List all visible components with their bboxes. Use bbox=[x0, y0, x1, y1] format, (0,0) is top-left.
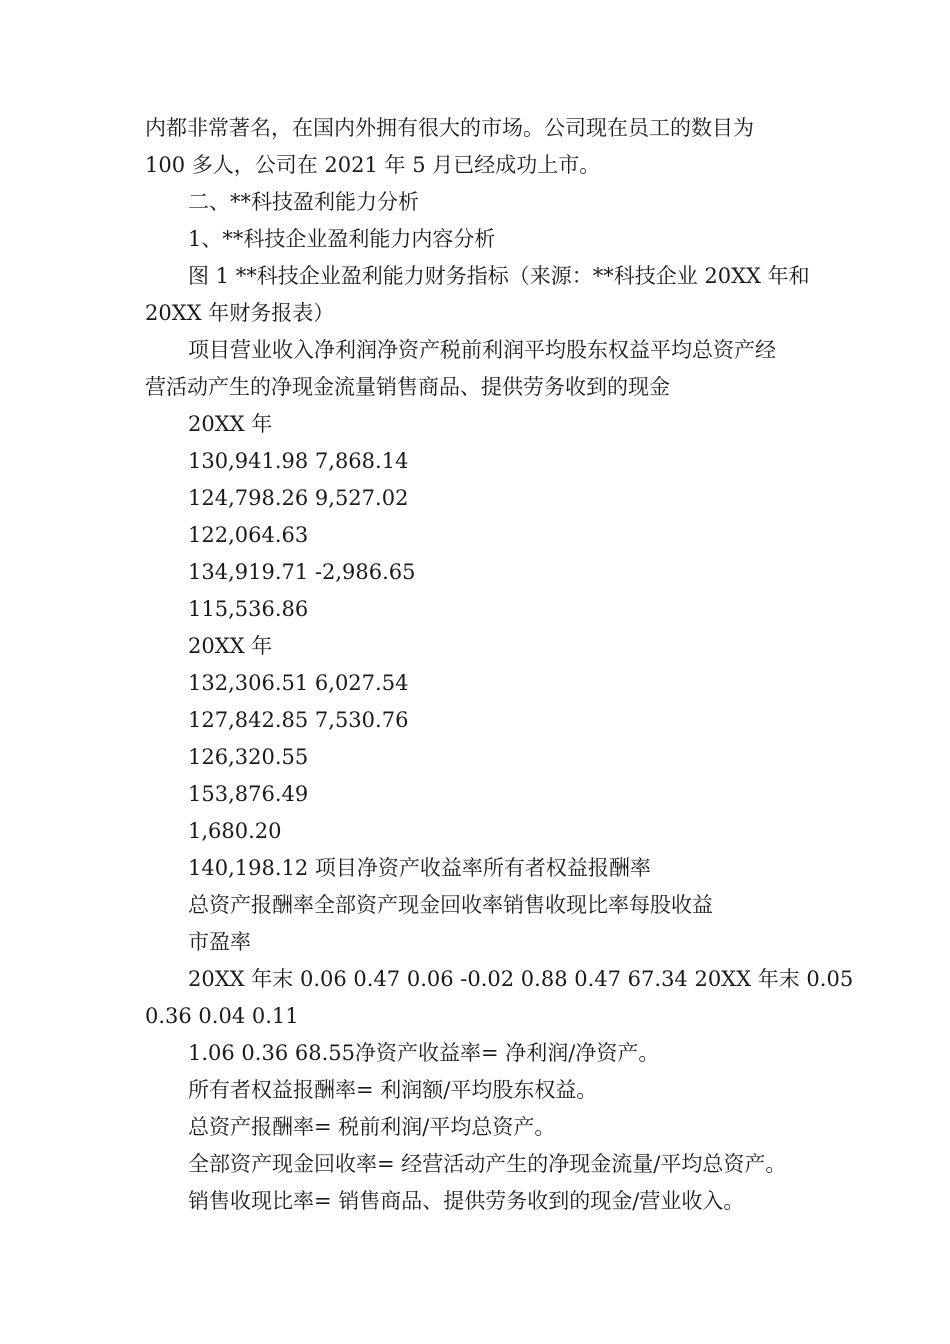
data-value-line: 0.36 0.04 0.11 bbox=[145, 1004, 299, 1028]
data-value-line: 140,198.12 项目净资产收益率所有者权益报酬率 bbox=[188, 856, 651, 880]
data-value-line: 132,306.51 6,027.54 bbox=[188, 671, 409, 695]
data-value-line: 1,680.20 bbox=[188, 819, 282, 843]
data-value-line: 126,320.55 bbox=[188, 745, 309, 769]
table-header-text: 项目营业收入净利润净资产税前利润平均股东权益平均总资产经 bbox=[188, 338, 776, 362]
data-value-line: 130,941.98 7,868.14 bbox=[188, 449, 409, 473]
subsection-heading: 1、**科技企业盈利能力内容分析 bbox=[188, 227, 496, 251]
formula-line: 总资产报酬率= 税前利润/平均总资产。 bbox=[188, 1115, 556, 1139]
data-value-line: 153,876.49 bbox=[188, 782, 309, 806]
formula-line: 销售收现比率= 销售商品、提供劳务收到的现金/营业收入。 bbox=[188, 1189, 745, 1213]
figure-caption: 20XX 年财务报表） bbox=[145, 301, 335, 325]
year-label: 20XX 年 bbox=[188, 634, 273, 658]
table-header-text: 市盈率 bbox=[188, 930, 251, 954]
data-value-line: 127,842.85 7,530.76 bbox=[188, 708, 409, 732]
body-text-line: 100 多人，公司在 2021 年 5 月已经成功上市。 bbox=[145, 153, 601, 177]
data-value-line: 122,064.63 bbox=[188, 523, 309, 547]
table-header-text: 营活动产生的净现金流量销售商品、提供劳务收到的现金 bbox=[145, 375, 670, 399]
data-value-line: 134,919.71 -2,986.65 bbox=[188, 560, 416, 584]
data-value-line: 115,536.86 bbox=[188, 597, 309, 621]
table-header-text: 总资产报酬率全部资产现金回收率销售收现比率每股收益 bbox=[188, 893, 713, 917]
data-value-line: 20XX 年末 0.06 0.47 0.06 -0.02 0.88 0.47 67.34 20XX 年末 0.05 bbox=[188, 967, 854, 991]
formula-line: 全部资产现金回收率= 经营活动产生的净现金流量/平均总资产。 bbox=[188, 1152, 787, 1176]
section-heading: 二、**科技盈利能力分析 bbox=[188, 190, 419, 214]
year-label: 20XX 年 bbox=[188, 412, 273, 436]
body-text-line: 内都非常著名，在国内外拥有很大的市场。公司现在员工的数目为 bbox=[145, 116, 754, 140]
formula-line: 1.06 0.36 68.55净资产收益率= 净利润/净资产。 bbox=[188, 1041, 660, 1065]
formula-line: 所有者权益报酬率= 利润额/平均股东权益。 bbox=[188, 1078, 598, 1102]
data-value-line: 124,798.26 9,527.02 bbox=[188, 486, 409, 510]
figure-caption: 图 1 **科技企业盈利能力财务指标（来源：**科技企业 20XX 年和 bbox=[188, 264, 810, 288]
